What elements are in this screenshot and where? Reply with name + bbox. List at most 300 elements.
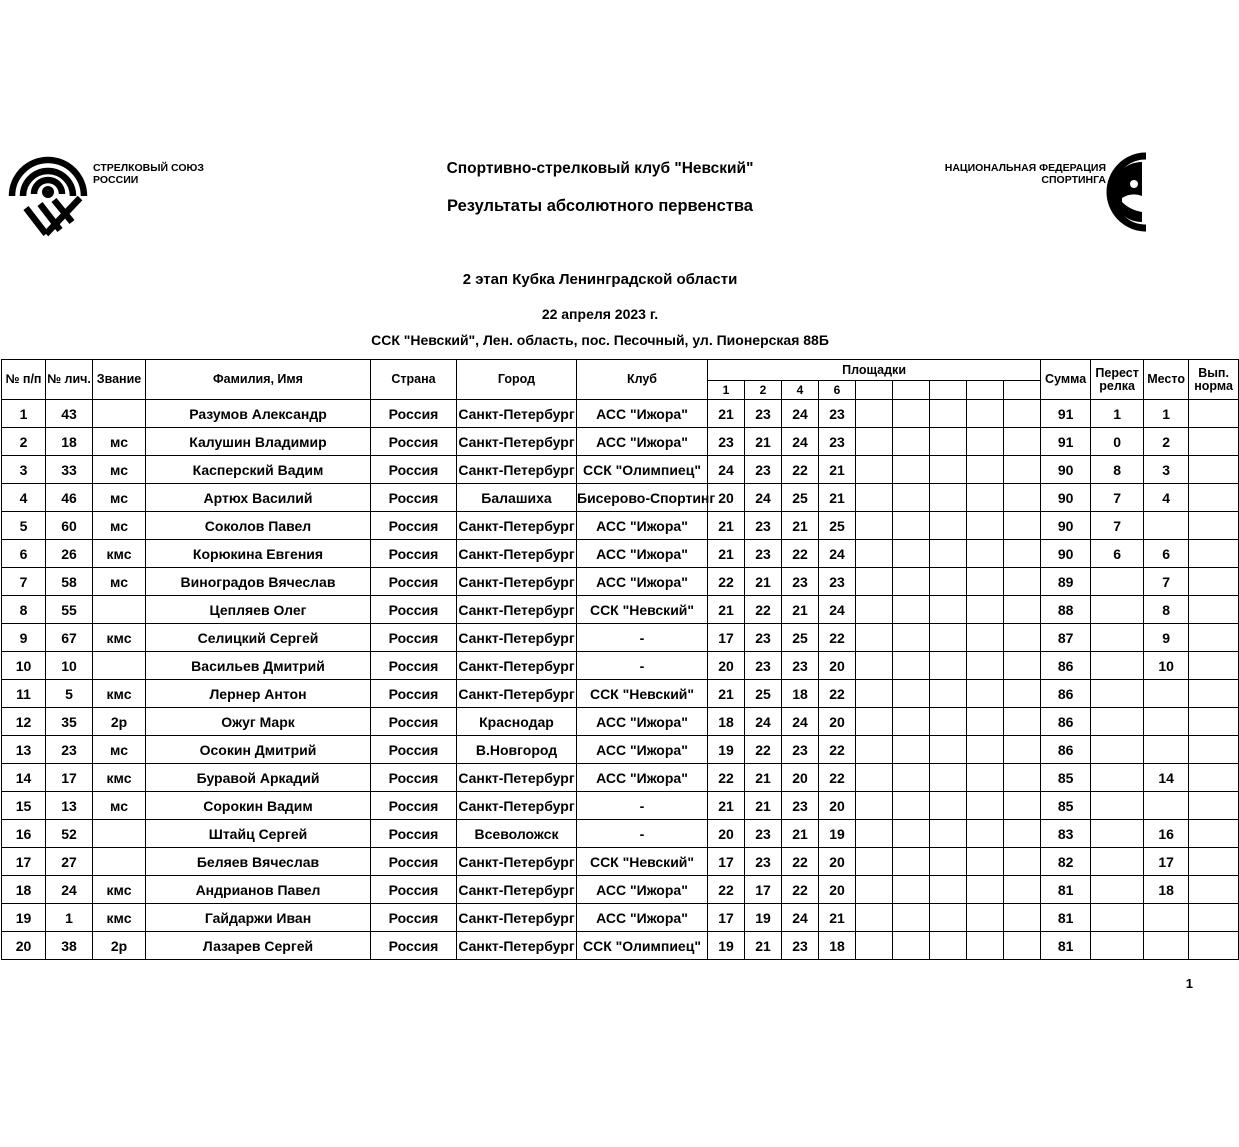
cell-sum: 88 [1041, 596, 1091, 624]
cell-rank: кмс [93, 764, 146, 792]
cell-score: 21 [782, 820, 819, 848]
cell-shootoff [1091, 764, 1144, 792]
cell-num: 17 [2, 848, 46, 876]
cell-score [1004, 456, 1041, 484]
header-place: Место [1144, 360, 1189, 400]
cell-score: 23 [782, 792, 819, 820]
cell-score [1004, 624, 1041, 652]
area-subheader: 6 [819, 381, 856, 400]
cell-rank: мс [93, 792, 146, 820]
cell-place [1144, 708, 1189, 736]
area-subheader [856, 381, 893, 400]
cell-shootoff [1091, 792, 1144, 820]
cell-club: - [577, 624, 708, 652]
table-row [2, 400, 1239, 428]
cell-club: АСС "Ижора" [577, 904, 708, 932]
cell-city: Санкт-Петербург [457, 652, 577, 680]
results-table [1, 359, 1239, 960]
cell-num: 15 [2, 792, 46, 820]
cell-score: 25 [782, 484, 819, 512]
cell-score: 21 [708, 680, 745, 708]
cell-score: 20 [819, 652, 856, 680]
cell-norm [1189, 512, 1239, 540]
cell-lic: 17 [46, 764, 93, 792]
header-num: № п/п [2, 360, 46, 400]
cell-club: ССК "Невский" [577, 848, 708, 876]
table-row [2, 932, 1239, 960]
cell-lic: 33 [46, 456, 93, 484]
cell-name: Касперский Вадим [146, 456, 371, 484]
cell-score [856, 400, 893, 428]
cell-sum: 83 [1041, 820, 1091, 848]
cell-city: Санкт-Петербург [457, 540, 577, 568]
cell-rank [93, 848, 146, 876]
cell-country: Россия [371, 736, 457, 764]
results-title: Результаты абсолютного первенства [447, 197, 753, 215]
cell-sum: 86 [1041, 652, 1091, 680]
cell-norm [1189, 932, 1239, 960]
cell-name: Штайц Сергей [146, 820, 371, 848]
header-areas: Площадки [708, 360, 1041, 381]
cell-score: 22 [708, 568, 745, 596]
cell-city: Санкт-Петербург [457, 596, 577, 624]
cell-score [967, 764, 1004, 792]
cell-score [893, 764, 930, 792]
cell-score: 22 [708, 764, 745, 792]
area-subheader [1004, 381, 1041, 400]
cell-score [967, 484, 1004, 512]
cell-score [930, 512, 967, 540]
cell-place [1144, 792, 1189, 820]
cell-city: Санкт-Петербург [457, 876, 577, 904]
cell-place: 3 [1144, 456, 1189, 484]
cell-lic: 58 [46, 568, 93, 596]
cell-city: Санкт-Петербург [457, 400, 577, 428]
cell-score [1004, 568, 1041, 596]
org-right-line2: СПОРТИНГА [1041, 174, 1106, 186]
cell-score [893, 568, 930, 596]
cell-rank [93, 820, 146, 848]
header-name: Фамилия, Имя [146, 360, 371, 400]
cell-country: Россия [371, 876, 457, 904]
cell-score: 25 [819, 512, 856, 540]
cell-norm [1189, 652, 1239, 680]
header-norm: Вып. норма [1189, 360, 1239, 400]
cell-rank: мс [93, 456, 146, 484]
cell-sum: 90 [1041, 484, 1091, 512]
cell-score [967, 820, 1004, 848]
header-city: Город [457, 360, 577, 400]
cell-score [856, 764, 893, 792]
cell-score: 24 [782, 904, 819, 932]
cell-score: 22 [819, 764, 856, 792]
stage-title: 2 этап Кубка Ленинградской области [462, 271, 738, 288]
cell-score [893, 848, 930, 876]
cell-norm [1189, 596, 1239, 624]
cell-shootoff: 1 [1091, 400, 1144, 428]
cell-score: 20 [708, 484, 745, 512]
cell-norm [1189, 400, 1239, 428]
cell-shootoff [1091, 652, 1144, 680]
cell-score [1004, 540, 1041, 568]
cell-norm [1189, 876, 1239, 904]
cell-score [893, 400, 930, 428]
cell-score: 19 [745, 904, 782, 932]
cell-score [856, 876, 893, 904]
cell-sum: 90 [1041, 512, 1091, 540]
cell-rank [93, 596, 146, 624]
event-venue: ССК "Невский", Лен. область, пос. Песочный, ул. Пионерская 88Б [371, 332, 829, 348]
cell-sum: 81 [1041, 876, 1091, 904]
cell-place [1144, 512, 1189, 540]
cell-name: Лернер Антон [146, 680, 371, 708]
cell-country: Россия [371, 904, 457, 932]
cell-score [967, 848, 1004, 876]
cell-score [930, 848, 967, 876]
cell-place [1144, 680, 1189, 708]
table-row [2, 680, 1239, 708]
cell-name: Цепляев Олег [146, 596, 371, 624]
cell-city: Санкт-Петербург [457, 624, 577, 652]
table-row [2, 848, 1239, 876]
cell-score: 22 [782, 876, 819, 904]
cell-city: В.Новгород [457, 736, 577, 764]
cell-score [1004, 512, 1041, 540]
table-row [2, 428, 1239, 456]
cell-score [930, 568, 967, 596]
cell-lic: 52 [46, 820, 93, 848]
cell-score: 21 [745, 428, 782, 456]
cell-score: 19 [708, 736, 745, 764]
table-row [2, 764, 1239, 792]
cell-score [967, 456, 1004, 484]
table-row [2, 904, 1239, 932]
cell-norm [1189, 708, 1239, 736]
cell-rank: 2р [93, 708, 146, 736]
cell-club: АСС "Ижора" [577, 708, 708, 736]
cell-score: 20 [819, 848, 856, 876]
cell-score: 23 [745, 624, 782, 652]
cell-city: Всеволожск [457, 820, 577, 848]
header-country: Страна [371, 360, 457, 400]
cell-lic: 13 [46, 792, 93, 820]
cell-sum: 86 [1041, 680, 1091, 708]
cell-sum: 90 [1041, 540, 1091, 568]
cell-norm [1189, 848, 1239, 876]
cell-score [856, 568, 893, 596]
cell-score: 25 [745, 680, 782, 708]
cell-score [930, 792, 967, 820]
cell-score [1004, 792, 1041, 820]
cell-country: Россия [371, 708, 457, 736]
cell-country: Россия [371, 624, 457, 652]
cell-num: 16 [2, 820, 46, 848]
event-date: 22 апреля 2023 г. [541, 306, 659, 322]
cell-score [1004, 764, 1041, 792]
cell-club: Бисерово-Спортинг [577, 484, 708, 512]
cell-score: 24 [782, 708, 819, 736]
cell-score [930, 428, 967, 456]
cell-place: 10 [1144, 652, 1189, 680]
cell-club: АСС "Ижора" [577, 400, 708, 428]
cell-score [930, 596, 967, 624]
cell-score: 22 [782, 456, 819, 484]
cell-score: 21 [782, 512, 819, 540]
table-row [2, 540, 1239, 568]
cell-city: Санкт-Петербург [457, 456, 577, 484]
cell-rank: мс [93, 428, 146, 456]
cell-shootoff [1091, 932, 1144, 960]
cell-score: 18 [819, 932, 856, 960]
cell-club: АСС "Ижора" [577, 512, 708, 540]
area-subheader: 4 [782, 381, 819, 400]
cell-score: 22 [819, 680, 856, 708]
cell-num: 14 [2, 764, 46, 792]
cell-score: 18 [708, 708, 745, 736]
cell-score [1004, 904, 1041, 932]
cell-score: 23 [782, 568, 819, 596]
cell-country: Россия [371, 848, 457, 876]
cell-lic: 1 [46, 904, 93, 932]
cell-score: 23 [782, 736, 819, 764]
cell-score [893, 484, 930, 512]
cell-score [967, 876, 1004, 904]
cell-shootoff: 7 [1091, 484, 1144, 512]
cell-score [1004, 680, 1041, 708]
cell-score [930, 904, 967, 932]
cell-score: 23 [782, 652, 819, 680]
area-subheader [967, 381, 1004, 400]
cell-lic: 67 [46, 624, 93, 652]
cell-score: 21 [819, 484, 856, 512]
table-row [2, 512, 1239, 540]
cell-name: Соколов Павел [146, 512, 371, 540]
cell-sum: 89 [1041, 568, 1091, 596]
cell-club: АСС "Ижора" [577, 568, 708, 596]
table-row [2, 596, 1239, 624]
cell-score [856, 596, 893, 624]
cell-club: - [577, 820, 708, 848]
cell-club: АСС "Ижора" [577, 736, 708, 764]
cell-rank: мс [93, 512, 146, 540]
cell-city: Балашиха [457, 484, 577, 512]
cell-score [967, 792, 1004, 820]
club-title: Спортивно-стрелковый клуб "Невский" [446, 160, 754, 177]
cell-sum: 85 [1041, 764, 1091, 792]
cell-num: 10 [2, 652, 46, 680]
cell-lic: 55 [46, 596, 93, 624]
cell-city: Санкт-Петербург [457, 792, 577, 820]
cell-rank [93, 652, 146, 680]
cell-rank: 2р [93, 932, 146, 960]
cell-country: Россия [371, 596, 457, 624]
page-number: 1 [1185, 976, 1193, 991]
cell-score [1004, 932, 1041, 960]
cell-score [893, 932, 930, 960]
cell-sum: 91 [1041, 428, 1091, 456]
cell-score [856, 624, 893, 652]
cell-sum: 82 [1041, 848, 1091, 876]
cell-score: 24 [782, 428, 819, 456]
cell-place [1144, 932, 1189, 960]
cell-score: 21 [708, 512, 745, 540]
cell-score [1004, 596, 1041, 624]
cell-score [930, 736, 967, 764]
cell-club: ССК "Невский" [577, 680, 708, 708]
cell-name: Лазарев Сергей [146, 932, 371, 960]
cell-score [1004, 400, 1041, 428]
cell-place: 16 [1144, 820, 1189, 848]
cell-norm [1189, 764, 1239, 792]
cell-score: 24 [819, 540, 856, 568]
table-row [2, 876, 1239, 904]
cell-score: 22 [708, 876, 745, 904]
header-rank: Звание [93, 360, 146, 400]
cell-score: 22 [782, 540, 819, 568]
cell-num: 7 [2, 568, 46, 596]
table-row [2, 652, 1239, 680]
cell-place: 7 [1144, 568, 1189, 596]
cell-score [1004, 848, 1041, 876]
cell-name: Ожуг Марк [146, 708, 371, 736]
cell-score: 17 [708, 904, 745, 932]
cell-place: 2 [1144, 428, 1189, 456]
cell-name: Осокин Дмитрий [146, 736, 371, 764]
cell-shootoff: 0 [1091, 428, 1144, 456]
cell-score: 23 [745, 848, 782, 876]
cell-num: 6 [2, 540, 46, 568]
cell-country: Россия [371, 568, 457, 596]
table-row [2, 568, 1239, 596]
cell-rank: мс [93, 736, 146, 764]
cell-sum: 86 [1041, 736, 1091, 764]
cell-city: Санкт-Петербург [457, 904, 577, 932]
cell-score [967, 596, 1004, 624]
cell-place: 8 [1144, 596, 1189, 624]
cell-club: АСС "Ижора" [577, 876, 708, 904]
cell-lic: 24 [46, 876, 93, 904]
cell-score: 21 [745, 764, 782, 792]
cell-score [967, 400, 1004, 428]
cell-score: 22 [782, 848, 819, 876]
cell-lic: 5 [46, 680, 93, 708]
cell-shootoff [1091, 876, 1144, 904]
cell-country: Россия [371, 540, 457, 568]
cell-lic: 18 [46, 428, 93, 456]
cell-shootoff: 6 [1091, 540, 1144, 568]
cell-score [856, 652, 893, 680]
cell-score [856, 792, 893, 820]
cell-score: 24 [782, 400, 819, 428]
cell-lic: 27 [46, 848, 93, 876]
cell-score [856, 512, 893, 540]
cell-rank: кмс [93, 680, 146, 708]
cell-score: 23 [745, 652, 782, 680]
cell-club: ССК "Олимпиец" [577, 932, 708, 960]
cell-score [930, 820, 967, 848]
org-right-line1: НАЦИОНАЛЬНАЯ ФЕДЕРАЦИЯ [944, 162, 1106, 174]
cell-shootoff: 7 [1091, 512, 1144, 540]
cell-score [893, 624, 930, 652]
cell-lic: 43 [46, 400, 93, 428]
cell-num: 19 [2, 904, 46, 932]
cell-place [1144, 904, 1189, 932]
cell-norm [1189, 568, 1239, 596]
cell-score: 21 [819, 904, 856, 932]
cell-num: 5 [2, 512, 46, 540]
cell-num: 9 [2, 624, 46, 652]
cell-country: Россия [371, 932, 457, 960]
cell-score: 21 [708, 400, 745, 428]
cell-place: 1 [1144, 400, 1189, 428]
cell-score: 21 [745, 792, 782, 820]
cell-score [967, 568, 1004, 596]
cell-score [1004, 484, 1041, 512]
cell-name: Беляев Вячеслав [146, 848, 371, 876]
cell-name: Артюх Василий [146, 484, 371, 512]
header-sum: Сумма [1041, 360, 1091, 400]
cell-score: 21 [708, 540, 745, 568]
table-row [2, 624, 1239, 652]
cell-rank: кмс [93, 624, 146, 652]
cell-norm [1189, 820, 1239, 848]
cell-name: Корюкина Евгения [146, 540, 371, 568]
cell-club: АСС "Ижора" [577, 428, 708, 456]
cell-score: 17 [745, 876, 782, 904]
cell-score: 20 [708, 652, 745, 680]
cell-score [856, 708, 893, 736]
area-subheader [930, 381, 967, 400]
cell-sum: 85 [1041, 792, 1091, 820]
cell-rank: кмс [93, 540, 146, 568]
cell-score [856, 736, 893, 764]
cell-place: 6 [1144, 540, 1189, 568]
cell-norm [1189, 792, 1239, 820]
cell-score [893, 736, 930, 764]
cell-score: 24 [745, 484, 782, 512]
cell-num: 1 [2, 400, 46, 428]
cell-norm [1189, 484, 1239, 512]
cell-score [893, 820, 930, 848]
cell-score [1004, 708, 1041, 736]
cell-shootoff [1091, 624, 1144, 652]
cell-score: 23 [745, 456, 782, 484]
cell-city: Санкт-Петербург [457, 848, 577, 876]
cell-score: 23 [708, 428, 745, 456]
cell-score: 24 [708, 456, 745, 484]
cell-score [930, 624, 967, 652]
cell-score: 20 [782, 764, 819, 792]
cell-place: 4 [1144, 484, 1189, 512]
cell-score [930, 764, 967, 792]
cell-score: 17 [708, 624, 745, 652]
cell-score [893, 652, 930, 680]
cell-country: Россия [371, 484, 457, 512]
cell-city: Санкт-Петербург [457, 680, 577, 708]
cell-country: Россия [371, 456, 457, 484]
cell-rank: мс [93, 568, 146, 596]
header-shootoff: Перест релка [1091, 360, 1144, 400]
cell-norm [1189, 624, 1239, 652]
cell-score [967, 512, 1004, 540]
cell-name: Селицкий Сергей [146, 624, 371, 652]
cell-club: ССК "Невский" [577, 596, 708, 624]
cell-score: 21 [745, 932, 782, 960]
cell-score [930, 680, 967, 708]
cell-lic: 38 [46, 932, 93, 960]
cell-score [1004, 820, 1041, 848]
cell-score [893, 540, 930, 568]
